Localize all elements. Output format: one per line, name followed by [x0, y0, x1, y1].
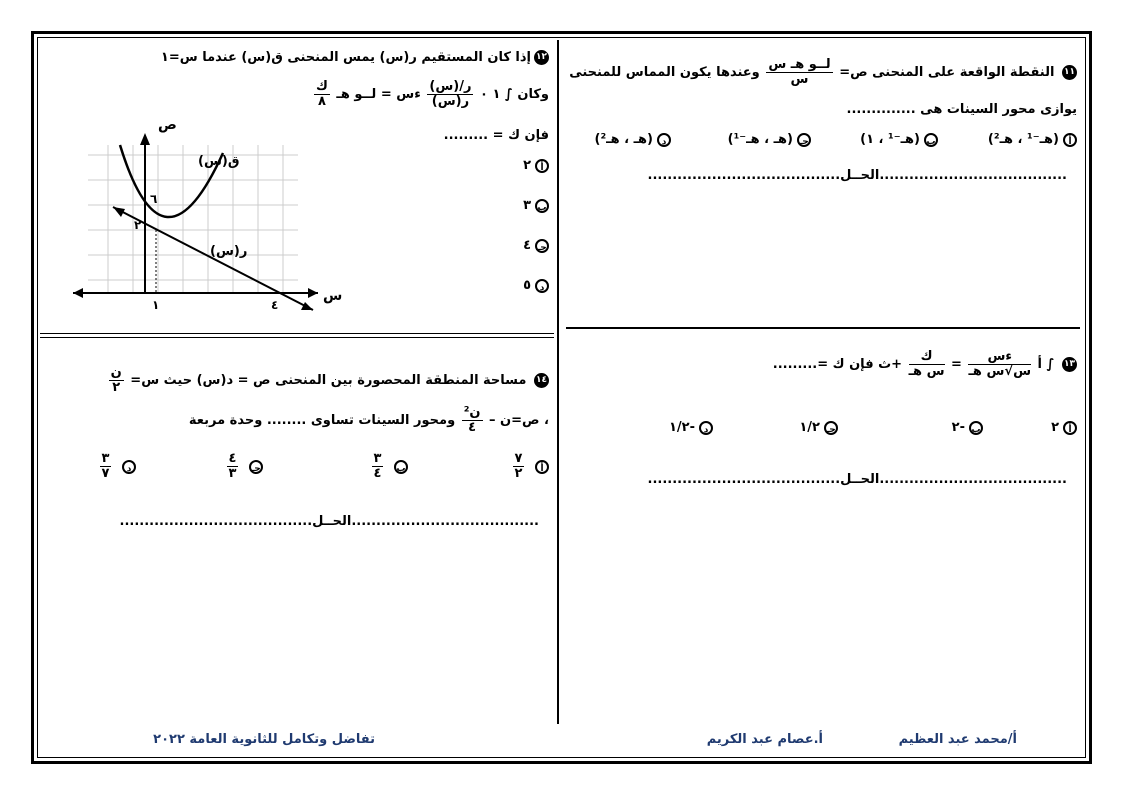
option-a-marker: أ [535, 159, 549, 173]
option-c-marker: جـ [535, 239, 549, 253]
q14-fraction [462, 406, 483, 435]
q12-graph [68, 115, 348, 320]
q11-text-b: وعندها يكون المماس للمنحنى [569, 65, 760, 80]
q12-option-c[interactable] [523, 238, 549, 253]
q14-option-b-den: ٤ [373, 466, 382, 481]
option-c-marker: جـ [824, 421, 838, 435]
q14-text-b: ومحور السينات تساوى ........ وحدة مربعة [188, 413, 456, 428]
q13-integral: ∫ أ [1037, 357, 1055, 372]
graph-grid [88, 145, 298, 293]
q12-wakan: وكان [517, 87, 549, 102]
q11-text-a: النقطة الواقعة على المنحنى ص= [839, 65, 1055, 80]
q13-option-a-text: ٢ [1051, 420, 1059, 435]
y-axis-label: ص [158, 117, 177, 133]
footer-title: تفاضل وتكامل للثانوية العامة ٢٠٢٢ [153, 732, 375, 747]
footer-teacher-2: أ.عصام عبد الكريم [706, 732, 823, 747]
q12-option-a-text: ٢ [523, 158, 531, 173]
point-label-2: ٢ [134, 218, 142, 232]
x-axis-arrow-right [308, 288, 318, 298]
option-b-marker: ب [969, 421, 983, 435]
q14-option-c[interactable] [225, 452, 263, 481]
option-a-marker: أ [1063, 133, 1077, 147]
q12-option-c-text: ٤ [523, 238, 531, 253]
y-axis-arrow [140, 133, 150, 145]
q14-option-a-num: ٧ [514, 451, 523, 466]
option-d-marker: د [535, 279, 549, 293]
right-section-divider [566, 327, 1080, 329]
q12-fraction [427, 80, 473, 109]
tangent-arrow-right [301, 302, 313, 310]
q11-line1 [569, 58, 1077, 87]
q12-text: إذا كان المستقيم ر(س) يمس المنحنى ق(س) عندما س=١ [160, 50, 531, 65]
q14-text-a: ، ص=ن – [489, 413, 549, 428]
q11-option-c-text: (هـ ، هـ⁻¹) [727, 132, 793, 147]
q14-option-c-num: ٤ [228, 451, 237, 466]
tangent-arrow-left [113, 207, 125, 217]
q14-option-a[interactable] [511, 452, 549, 481]
q14-option-c-den: ٣ [228, 466, 237, 481]
q12-line2 [312, 80, 549, 109]
q13-k-fraction [909, 350, 945, 379]
q13-option-c[interactable] [799, 420, 838, 435]
left-section-divider [40, 333, 554, 338]
q14-line1 [107, 366, 549, 395]
x-axis-label: س [323, 288, 343, 304]
q14-option-b[interactable] [370, 452, 408, 481]
q11-option-b[interactable] [860, 132, 938, 147]
q14-option-a-den: ٢ [514, 466, 523, 481]
q13-line1 [773, 350, 1077, 379]
q11-frac-den: س [790, 72, 809, 87]
q11-option-c[interactable] [728, 132, 811, 147]
q14-option-d-den: ٧ [101, 466, 110, 481]
q11-option-a-text: (هـ⁻¹ ، هـ²) [987, 132, 1059, 147]
q13-option-d-text: -١/٢ [668, 420, 695, 435]
point-label-4: ٤ [271, 298, 279, 312]
q13-equals: = [951, 357, 962, 372]
q14-frac-num: ن² [463, 405, 481, 420]
q13-frac-num: ءس [968, 350, 1031, 365]
q14-l1-fraction [109, 366, 124, 395]
q13-tail: +ث فإن ك =......... [772, 357, 903, 372]
q14-frac-den: ٤ [468, 420, 477, 435]
option-d-marker: د [122, 460, 136, 474]
q14-text: مساحة المنطقة المحصورة بين المنحنى ص = د(س) حيث س= [130, 373, 527, 388]
q13-option-d[interactable] [669, 420, 713, 435]
q14-option-d[interactable] [98, 452, 136, 481]
q11-fraction [766, 58, 832, 87]
q13-option-a[interactable] [1051, 420, 1077, 435]
q14-option-d-num: ٣ [101, 451, 110, 466]
point-label-1: ١ [152, 298, 160, 312]
option-b-marker: ب [394, 460, 408, 474]
q12-line3: فإن ك = ......... [443, 128, 549, 143]
option-d-marker: د [657, 133, 671, 147]
x-axis-arrow-left [73, 288, 83, 298]
option-a-marker: أ [535, 460, 549, 474]
q11-line2: يوازى محور السينات هى .............. [846, 102, 1077, 117]
footer-teacher-1: أ/محمد عبد العظيم [898, 732, 1017, 747]
q14-l1-frac-num: ن [110, 365, 122, 380]
q11-option-d[interactable] [594, 132, 671, 147]
q13-solution-label: ......................................الحــل....................................... [647, 472, 1067, 487]
q12-option-a[interactable] [523, 158, 549, 173]
q12-k-den: ٨ [317, 94, 326, 109]
q11-option-a[interactable] [988, 132, 1077, 147]
q13-k-den: س هـ [908, 364, 945, 379]
q12-frac-den: ر(س) [431, 94, 470, 109]
q13-fraction [968, 350, 1031, 379]
q13-number: ١٣ [1062, 357, 1077, 372]
q12-eq: ءس = لــو هـ [336, 87, 421, 102]
option-b-marker: ب [924, 133, 938, 147]
curve-label: ق(س) [198, 154, 240, 169]
option-a-marker: أ [1063, 421, 1077, 435]
q12-option-d-text: ٥ [523, 278, 531, 293]
option-c-marker: جـ [797, 133, 811, 147]
q12-frac-num: ر/(س) [429, 79, 472, 94]
q11-frac-num: لــو هـ س [768, 57, 831, 72]
column-divider [557, 40, 559, 724]
point-label-6: ٦ [150, 192, 158, 206]
q13-option-c-text: ١/٢ [799, 420, 820, 435]
q12-number: ١٢ [534, 50, 549, 65]
line-label: ر(س) [210, 244, 248, 259]
q13-k-num: ك [909, 350, 945, 365]
q12-k-fraction [314, 80, 330, 109]
q13-option-b[interactable] [952, 420, 983, 435]
q11-solution-label: ......................................الحــل....................................... [647, 168, 1067, 183]
option-d-marker: د [699, 421, 713, 435]
q11-option-d-text: (هـ ، هـ²) [594, 132, 653, 147]
q13-frac-den: س√س هـ [968, 364, 1032, 379]
q14-number: ١٤ [534, 373, 549, 388]
q11-number: ١١ [1062, 65, 1077, 80]
q14-line2 [189, 406, 549, 435]
q14-option-b-num: ٣ [373, 451, 382, 466]
q12-option-b[interactable] [523, 198, 549, 213]
q11-option-b-text: (هـ⁻¹ ، ١) [860, 132, 920, 147]
q12-line1 [161, 50, 549, 65]
q13-option-b-text: -٢ [951, 420, 965, 435]
q12-option-d[interactable] [523, 278, 549, 293]
q14-solution-label: ......................................الحــل....................................... [119, 514, 539, 529]
q12-integral: ∫ ١ ٠ [479, 87, 513, 102]
option-b-marker: ب [535, 199, 549, 213]
q12-k-num: ك [315, 79, 328, 94]
option-c-marker: جـ [249, 460, 263, 474]
q14-l1-frac-den: ٢ [112, 380, 121, 395]
q12-option-b-text: ٣ [523, 198, 531, 213]
